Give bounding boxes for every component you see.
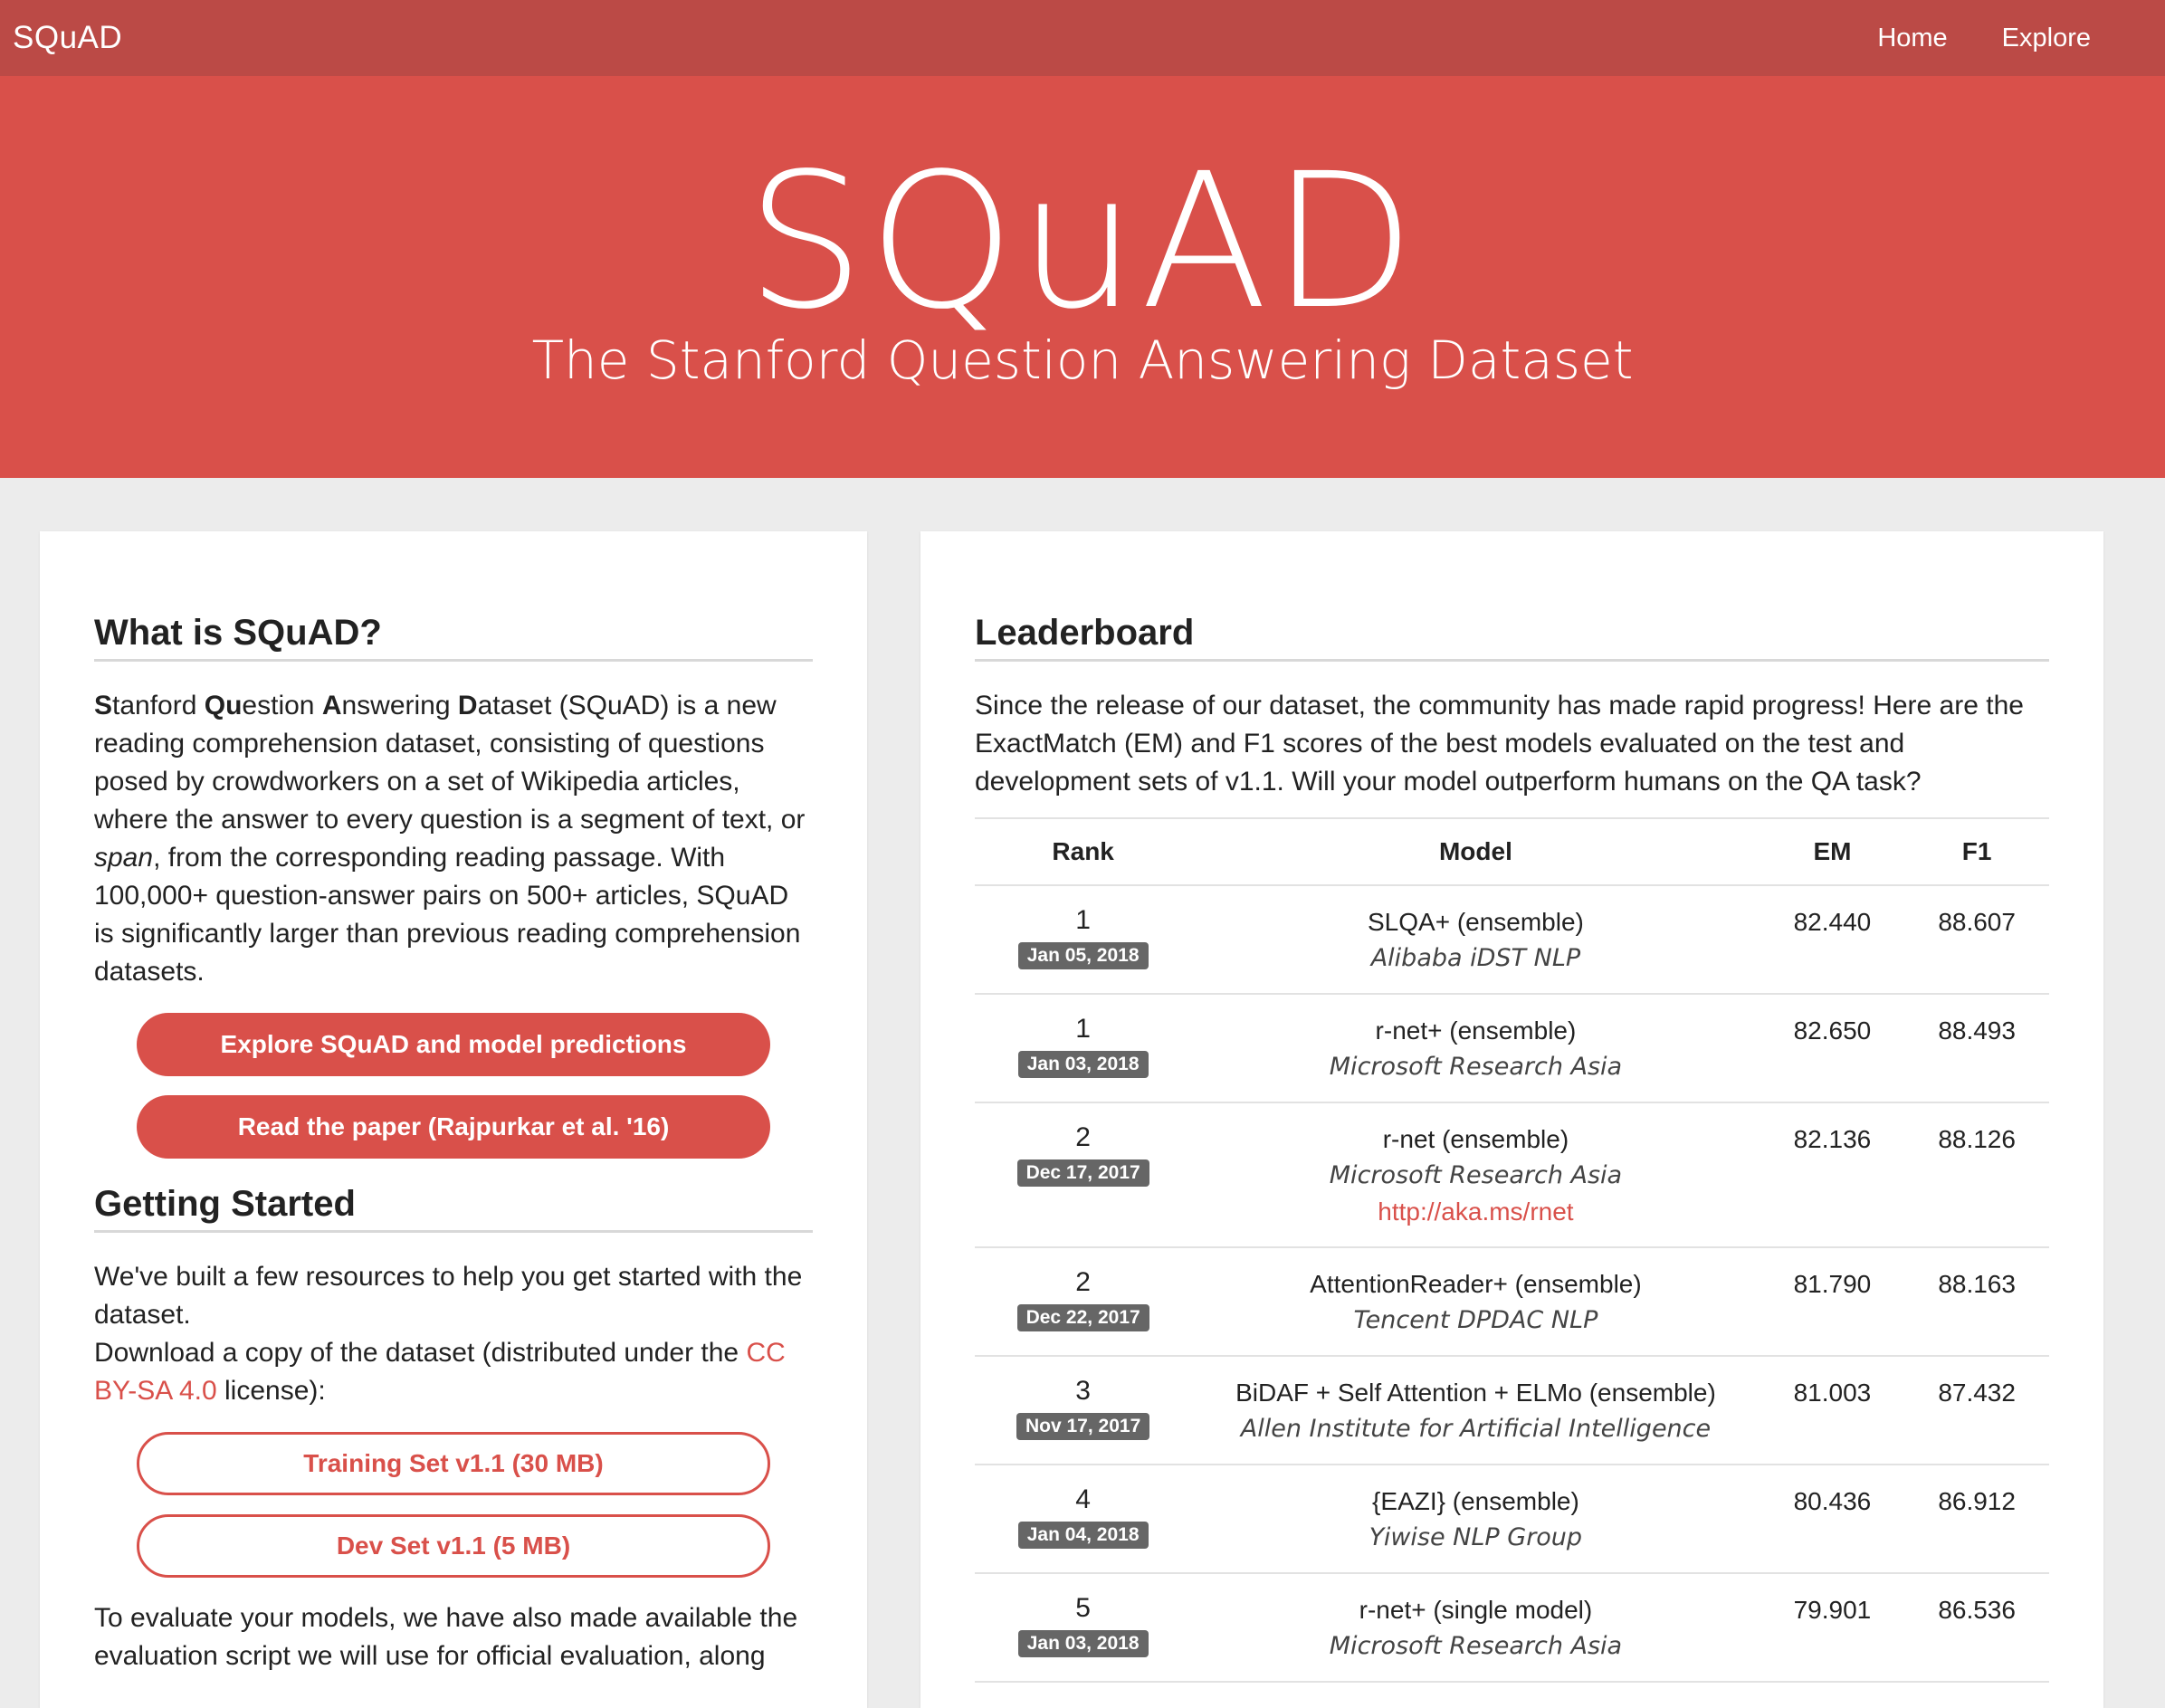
table-row [975, 1247, 2049, 1356]
rank-cell [975, 1247, 1191, 1356]
em-cell [1760, 1573, 1905, 1682]
f1-cell [1904, 885, 2049, 994]
f1-cell [1904, 1102, 2049, 1247]
em-cell [1760, 994, 1905, 1102]
f1-score: 88.607 [1938, 908, 2016, 936]
dev-set-download-button[interactable]: Dev Set v1.1 (5 MB) [137, 1514, 770, 1578]
rank-number: 2 [1075, 1267, 1091, 1297]
em-cell [1760, 1247, 1905, 1356]
model-cell [1191, 1356, 1760, 1465]
intro-s-rest: tanford [112, 691, 205, 720]
model-name: AttentionReader+ (ensemble) [1310, 1270, 1642, 1298]
em-cell [1760, 1465, 1905, 1573]
rank-cell [975, 1102, 1191, 1247]
table-row [975, 885, 2049, 994]
em-score: 80.436 [1793, 1487, 1872, 1515]
getting-started-heading: Getting Started [94, 1184, 813, 1233]
f1-score: 88.163 [1938, 1270, 2016, 1298]
f1-score: 87.432 [1938, 1379, 2016, 1407]
getting-started-paragraph: We've built a few resources to help you get started with the dataset. [94, 1262, 803, 1330]
download-text-pre: Download a copy of the dataset (distributed under the [94, 1338, 747, 1368]
model-organization: Yiwise NLP Group [1369, 1523, 1583, 1551]
intro-q-bold: Qu [204, 691, 243, 720]
f1-cell [1904, 1356, 2049, 1465]
what-is-squad-heading: What is SQuAD? [94, 613, 813, 662]
model-cell [1191, 885, 1760, 994]
model-organization: Allen Institute for Artificial Intelligence [1240, 1415, 1712, 1443]
model-link[interactable]: http://aka.ms/rnet [1378, 1198, 1574, 1226]
intro-s-bold: S [94, 691, 113, 720]
date-badge: Nov 17, 2017 [1016, 1413, 1149, 1440]
nav-explore-link[interactable]: Explore [2001, 23, 2091, 52]
model-organization: Alibaba iDST NLP [1370, 944, 1581, 972]
intro-span-italic: span [94, 843, 154, 873]
date-badge: Dec 22, 2017 [1017, 1304, 1149, 1331]
date-badge: Jan 03, 2018 [1018, 1630, 1149, 1657]
table-row [975, 1573, 2049, 1682]
intro-rest: , from the corresponding reading passage. With 100,000+ question-answer pairs on 500+ articles, SQuAD is significantly larger than previous reading comprehension datasets. [94, 843, 801, 987]
leaderboard-card [920, 531, 2103, 1708]
intro-d-bold: D [457, 691, 478, 720]
em-column-header: EM [1760, 818, 1905, 885]
f1-column-header: F1 [1904, 818, 2049, 885]
download-paragraph [94, 1334, 813, 1410]
date-badge: Dec 17, 2017 [1017, 1159, 1149, 1187]
f1-score: 86.536 [1938, 1596, 2016, 1624]
hero-subtitle: The Stanford Question Answering Dataset [531, 329, 1634, 391]
date-badge: Jan 03, 2018 [1018, 1051, 1149, 1078]
rank-number: 4 [1075, 1484, 1091, 1514]
date-badge: Jan 05, 2018 [1018, 942, 1149, 969]
model-name: SLQA+ (ensemble) [1367, 908, 1584, 936]
model-name: BiDAF + Self Attention + ELMo (ensemble) [1235, 1379, 1716, 1407]
training-set-download-button[interactable]: Training Set v1.1 (30 MB) [137, 1432, 770, 1495]
rank-number: 1 [1075, 905, 1091, 935]
table-row [975, 1102, 2049, 1247]
about-card [40, 531, 867, 1708]
rank-number: 2 [1075, 1122, 1091, 1152]
intro-q-rest: estion [242, 691, 322, 720]
top-navbar [0, 0, 2165, 76]
f1-score: 88.493 [1938, 1016, 2016, 1045]
license-link[interactable]: CC BY-SA 4.0 [94, 1338, 786, 1406]
f1-cell [1904, 994, 2049, 1102]
rank-number: 3 [1075, 1376, 1091, 1406]
rank-cell [975, 885, 1191, 994]
f1-cell [1904, 1573, 2049, 1682]
em-score: 82.440 [1793, 908, 1872, 936]
leaderboard-intro: Since the release of our dataset, the community has made rapid progress! Here are the ExactMatch (EM) and F1 scores of the best models evaluated on the test and development sets of v1.1. Will your model outperform humans on the QA task? [975, 691, 2024, 797]
table-row [975, 1465, 2049, 1573]
explore-predictions-button[interactable]: Explore SQuAD and model predictions [137, 1013, 770, 1076]
f1-cell [1904, 1465, 2049, 1573]
f1-score: 88.126 [1938, 1125, 2016, 1153]
rank-number: 1 [1075, 1014, 1091, 1044]
em-cell [1760, 1102, 1905, 1247]
model-cell [1191, 994, 1760, 1102]
leaderboard-table [975, 817, 2049, 1683]
evaluation-paragraph: To evaluate your models, we have also made available the evaluation script we will use for official evaluation, along [94, 1603, 798, 1671]
nav-links [1877, 24, 2091, 53]
model-name: r-net+ (ensemble) [1375, 1016, 1577, 1045]
model-cell [1191, 1247, 1760, 1356]
em-score: 81.790 [1793, 1270, 1872, 1298]
model-cell [1191, 1465, 1760, 1573]
model-organization: Microsoft Research Asia [1329, 1053, 1623, 1081]
model-organization: Tencent DPDAC NLP [1353, 1306, 1598, 1334]
intro-a-bold: A [321, 691, 342, 720]
model-column-header: Model [1191, 818, 1760, 885]
hero-title: SQuAD [746, 133, 1419, 350]
model-cell [1191, 1102, 1760, 1247]
em-cell [1760, 1356, 1905, 1465]
em-score: 82.650 [1793, 1016, 1872, 1045]
table-row [975, 994, 2049, 1102]
f1-cell [1904, 1247, 2049, 1356]
hero-banner [0, 76, 2165, 478]
rank-column-header: Rank [975, 818, 1191, 885]
f1-score: 86.912 [1938, 1487, 2016, 1515]
rank-cell [975, 1573, 1191, 1682]
leaderboard-header-row [975, 818, 2049, 885]
em-cell [1760, 885, 1905, 994]
model-organization: Microsoft Research Asia [1329, 1632, 1623, 1660]
date-badge: Jan 04, 2018 [1018, 1522, 1149, 1549]
leaderboard-heading: Leaderboard [975, 613, 2049, 662]
intro-d-rest: ataset (SQuAD) is a new reading comprehension dataset, consisting of questions posed by crowdworkers on a set of Wikipedia articles, where the answer to every question is a segment of text, or [94, 691, 806, 835]
rank-number: 5 [1075, 1593, 1091, 1623]
leaderboard-body [975, 885, 2049, 1682]
model-name: r-net+ (single model) [1359, 1596, 1593, 1624]
model-cell [1191, 1573, 1760, 1682]
model-name: {EAZI} (ensemble) [1372, 1487, 1579, 1515]
model-organization: Microsoft Research Asia [1329, 1161, 1623, 1189]
intro-paragraph [94, 687, 813, 991]
read-paper-button[interactable]: Read the paper (Rajpurkar et al. '16) [137, 1095, 770, 1159]
nav-home-link[interactable]: Home [1877, 23, 1948, 52]
brand-logo-link[interactable]: SQuAD [13, 20, 123, 55]
em-score: 79.901 [1793, 1596, 1872, 1624]
em-score: 82.136 [1793, 1125, 1872, 1153]
rank-cell [975, 1465, 1191, 1573]
rank-cell [975, 1356, 1191, 1465]
download-text-post: license): [216, 1376, 326, 1406]
intro-a-rest: nswering [341, 691, 458, 720]
em-score: 81.003 [1793, 1379, 1872, 1407]
rank-cell [975, 994, 1191, 1102]
model-name: r-net (ensemble) [1382, 1125, 1569, 1153]
table-row [975, 1356, 2049, 1465]
